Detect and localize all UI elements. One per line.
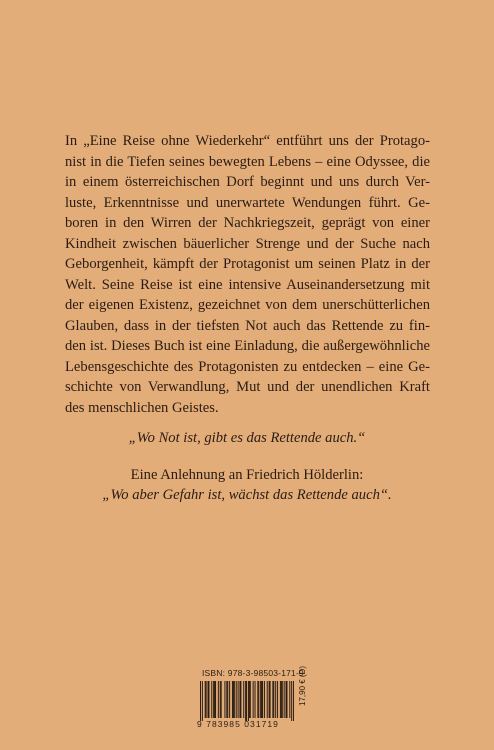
blurb-line: In „Eine Reise ohne Wiederkehr“ entführt uns der Protago- [65,133,430,149]
barcode-bar [208,681,209,718]
barcode-bar [238,681,239,718]
blurb-line: schichte von Verwandlung, Mut und der unendlichen Kraft [65,379,430,395]
barcode-bar [257,681,258,718]
back-cover-blurb [65,131,430,418]
barcode-bar [224,681,225,718]
barcode-number: 9 783985 031719 [197,719,279,729]
price-label: 17,90 € (D) [298,665,307,706]
barcode-bar [255,681,256,718]
blurb-line: boren in den Wirren der Nachkriegszeit, geprägt von einer [65,215,430,231]
barcode-bar [260,681,261,718]
barcode-bar [284,681,285,718]
barcode-bar [221,681,222,718]
barcode-bar [253,681,254,718]
barcode-bar [264,681,265,718]
barcode-bar [269,681,270,718]
barcode-bar [289,681,290,718]
barcode-bar [273,681,274,718]
barcode-bar [246,681,247,721]
barcode-bar [286,681,287,718]
blurb-line: nist in die Tiefen seines bewegten Lebens – eine Odyssee, die [65,153,430,170]
barcode-bar [206,681,207,718]
barcode-bar [214,681,215,718]
barcode-bar [218,681,219,718]
barcode-bar [286,681,287,718]
barcode-bar [227,681,228,718]
barcode-bar [245,681,246,721]
barcode-bar [229,681,230,718]
blurb-line: des menschlichen Geistes. [65,399,219,416]
barcode-bar [220,681,221,718]
barcode-bar [232,681,233,718]
barcode-bar [277,681,278,718]
blurb-line: in einem österreichischen Dorf beginnt und uns durch Ver- [65,174,430,190]
barcode-bar [262,681,263,718]
barcode-bar [211,681,212,718]
barcode-bar [208,681,209,718]
barcode-bar [275,681,276,718]
blurb-line: Glauben, dass in der tiefsten Not auch das Rettende zu fin- [65,317,430,334]
barcode-bar [226,681,227,718]
barcode-bar [281,681,282,718]
barcode-bar [205,681,206,718]
barcode-bar [239,681,240,718]
barcode-bar [282,681,283,718]
barcode-bar [202,681,203,721]
blurb-line: Geborgenheit, kämpft der Protagonist um seinen Platz in der [65,256,430,272]
blurb-line: Kindheit zwischen bäuerlicher Strenge und der Suche nach [65,235,430,252]
blurb-line: der eigenen Existenz, gezeichnet von dem unerschütterlichen [65,297,430,313]
blurb-line: luste, Erkenntnisse und unerwartete Wendungen führt. Ge- [65,194,430,211]
barcode-bar [233,681,234,718]
barcode-bar [240,681,241,718]
barcode-bar [243,681,244,718]
blurb-line: Lebensgeschichte des Protagonisten zu entdecken – eine Ge- [65,358,430,375]
barcode-bar [248,681,249,721]
barcode-bar [234,681,235,718]
isbn-label: ISBN: 978-3-98503-171-9 [202,668,304,678]
barcode-bar [291,681,292,721]
blurb-line: Welt. Seine Reise ist eine intensive Auseinandersetzung mit [65,276,430,293]
barcode-bar [215,681,216,718]
hoelderlin-intro: Eine Anlehnung an Friedrich Hölderlin: [130,467,364,483]
barcode-bar [249,681,250,718]
barcode-bar [293,681,294,721]
barcode-bar [236,681,237,718]
barcode-bar [213,681,214,718]
hoelderlin-quote: „Wo aber Gefahr ist, wächst das Rettende auch“. [102,487,392,503]
barcode-bar [267,681,268,718]
motto-quote: „Wo Not ist, gibt es das Rettende auch.“ [128,430,366,446]
barcode-bars [200,681,294,721]
barcode-bar [258,681,259,718]
barcode-bar [250,681,251,718]
blurb-line: den ist. Dieses Buch ist eine Einladung, die außergewöhnliche [65,338,430,354]
barcode-bar [261,681,262,718]
barcode-bar [272,681,273,718]
barcode-bar [280,681,281,718]
barcode-bar [270,681,271,718]
hoelderlin-reference [0,465,494,505]
barcode-bar [200,681,201,721]
